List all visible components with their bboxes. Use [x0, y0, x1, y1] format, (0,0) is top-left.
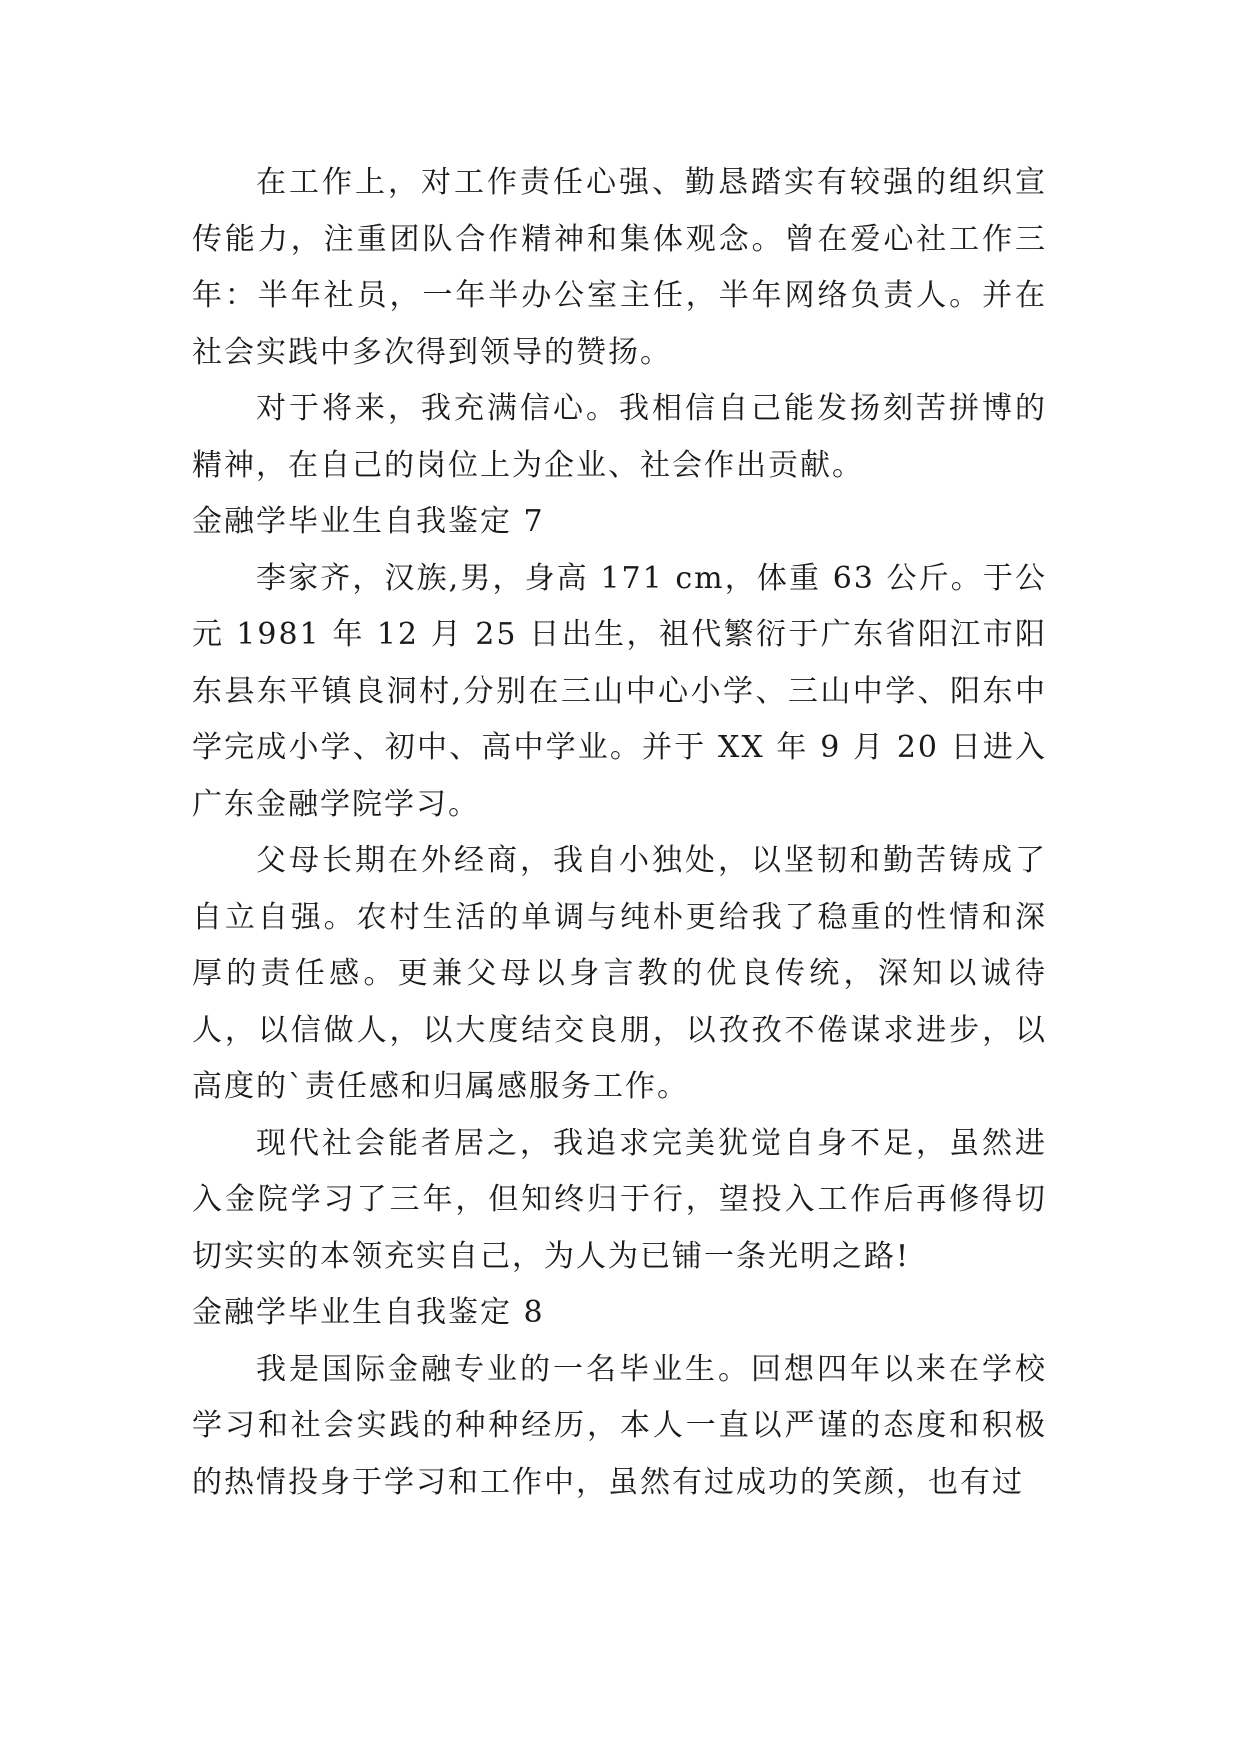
paragraph-future-confidence: 对于将来，我充满信心。我相信自己能发扬刻苦拼博的精神，在自己的岗位上为企业、社会作出贡献。: [192, 391, 1047, 483]
paragraph-intro-international-finance: 我是国际金融专业的一名毕业生。回想四年以来在学校学习和社会实践的种种经历，本人一直以严谨的态度和积极的热情投身于学习和工作中，虽然有过成功的笑颜，也有过: [192, 1351, 1047, 1500]
paragraph-self-improvement: 现代社会能者居之，我追求完美犹觉自身不足，虽然进入金院学习了三年，但知终归于行，望投入工作后再修得切切实实的本领充实自己，为人为已铺一条光明之路!: [192, 1125, 1047, 1274]
section-heading-7: 金融学毕业生自我鉴定 7: [192, 504, 545, 539]
paragraph-personal-info: 李家齐，汉族,男，身高 171 cm，体重 63 公斤。于公元 1981 年 12 月 25 日出生，祖代繁衍于广东省阳江市阳东县东平镇良洞村,分别在三山中心小学、三山中学、阳东中学完成小学、初中、高中学业。并于 XX 年 9 月 20 日进入广东金融学院学习。: [192, 560, 1047, 822]
paragraph-upbringing: 父母长期在外经商，我自小独处，以坚韧和勤苦铸成了自立自强。农村生活的单调与纯朴更给我了稳重的性情和深厚的责任感。更兼父母以身言教的优良传统，深知以诚待人，以信做人，以大度结交良朋，以孜孜不倦谋求进步，以高度的`责任感和归属感服务工作。: [192, 843, 1047, 1104]
section-heading-8: 金融学毕业生自我鉴定 8: [192, 1295, 545, 1330]
paragraph-work-attitude: 在工作上，对工作责任心强、勤恳踏实有较强的组织宣传能力，注重团队合作精神和集体观念。曾在爱心社工作三年：半年社员，一年半办公室主任，半年网络负责人。并在社会实践中多次得到领导的赞扬。: [192, 165, 1047, 370]
document-body: [192, 155, 1047, 1511]
